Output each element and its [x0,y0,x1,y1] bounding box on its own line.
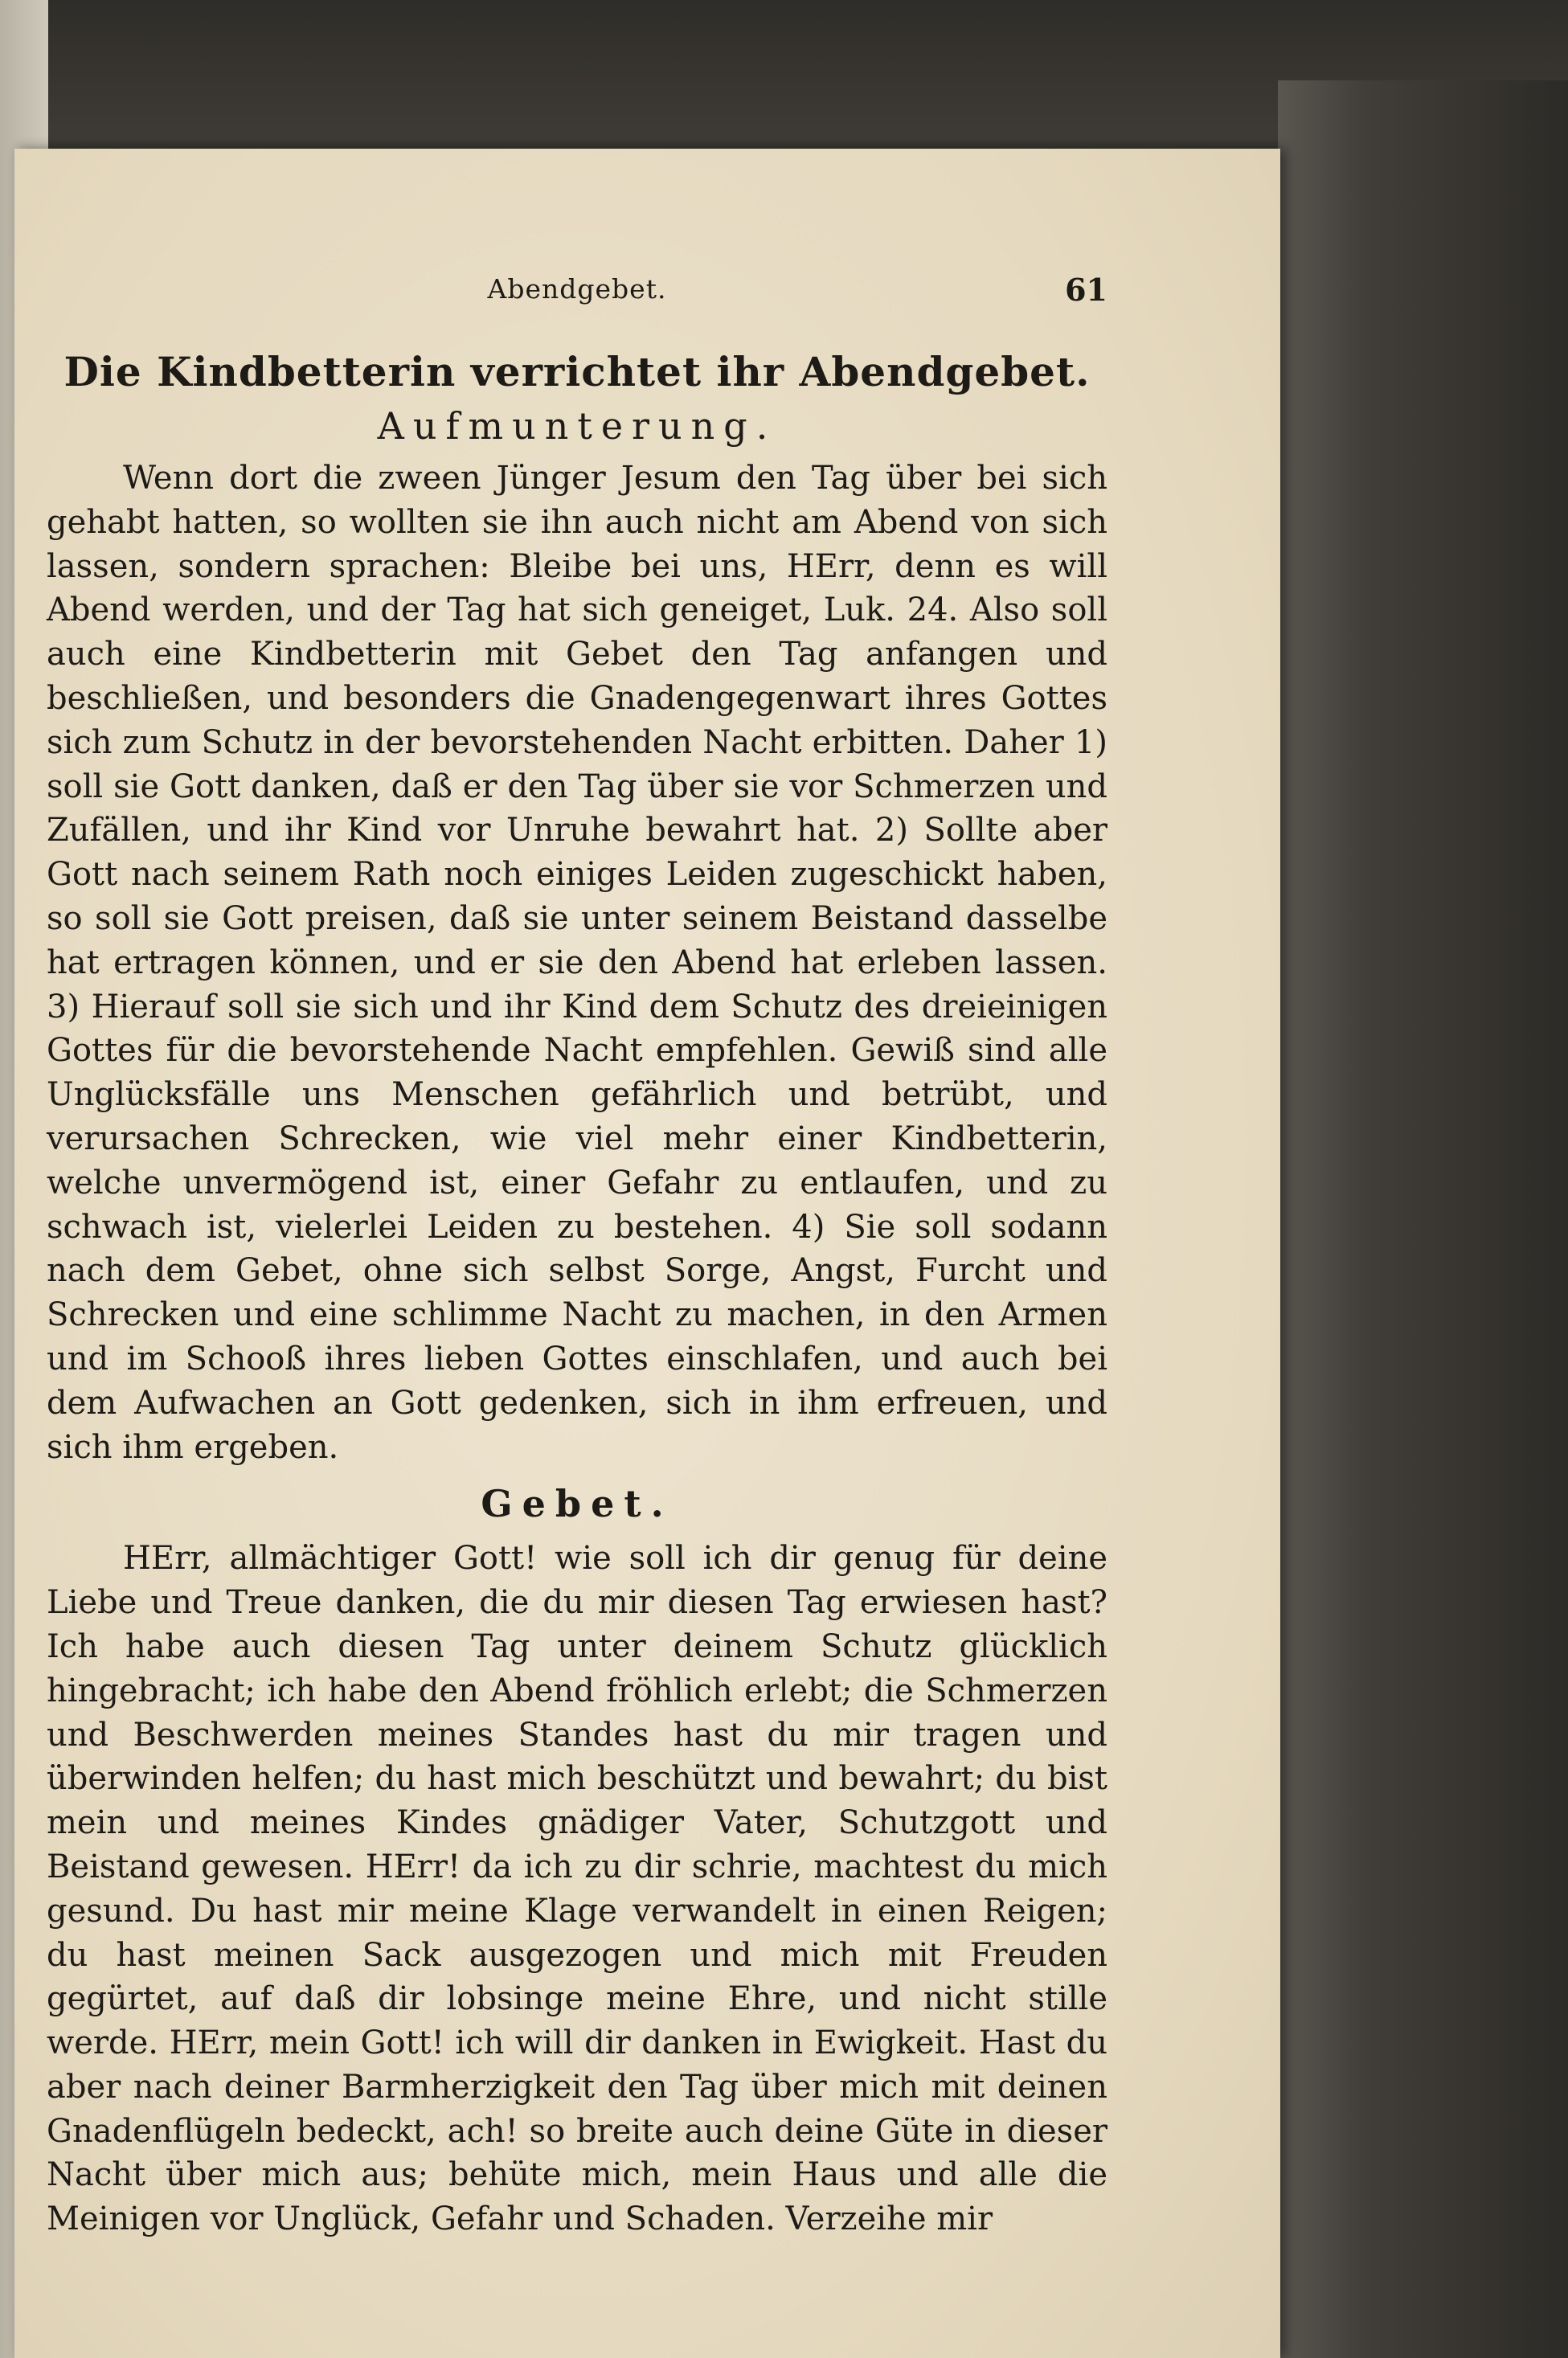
book-page [14,149,1280,2358]
running-title: Abendgebet. [487,273,667,305]
book-cover-right [1278,80,1568,2358]
aufmunterung-paragraph: Wenn dort die zween Jünger Jesum den Tag über bei sich gehabt hatten, so wollten sie ihn auch nicht am Abend von sich lassen, sondern sprachen: Bleibe bei uns, HErr, denn es will Abend werden, und der Tag hat sich geneiget, Luk. 24. Also soll auch eine Kindbetterin mit Gebet den Tag anfangen und beschließen, und besonders die Gnadengegenwart ihres Gottes sich zum Schutz in der bevorstehenden Nacht erbitten. Daher 1) soll sie Gott danken, daß er den Tag über sie vor Schmerzen und Zufällen, und ihr Kind vor Unruhe bewahrt hat. 2) Sollte aber Gott nach seinem Rath noch einiges Leiden zugeschickt haben, so soll sie Gott preisen, daß sie unter seinem Beistand dasselbe hat ertragen können, und er sie den Abend hat erleben lassen. 3) Hierauf soll sie sich und ihr Kind dem Schutz des dreieinigen Gottes für die bevorstehende Nacht empfehlen. Gewiß sind alle Unglücksfälle uns Menschen gefährlich und betrübt, und verursachen Schrecken, wie viel mehr einer Kindbetterin, welche unvermögend ist, einer Gefahr zu entlaufen, und zu schwach ist, vielerlei Leiden zu bestehen. 4) Sie soll sodann nach dem Gebet, ohne sich selbst Sorge, Angst, Furcht und Schrecken und eine schlimme Nacht zu machen, in den Armen und im Schooß ihres lieben Gottes einschlafen, und auch bei dem Aufwachen an Gott gedenken, sich in ihm erfreuen, und sich ihm ergeben. [47,460,1107,1466]
aufmunterung-heading: Aufmunterung. [377,404,777,448]
page-number: 61 [1065,272,1107,308]
gebet-paragraph: HErr, allmächtiger Gott! wie soll ich dir genug für deine Liebe und Treue danken, die du mir diesen Tag erwiesen hast? Ich habe auch diesen Tag unter deinem Schutz glücklich hingebracht; ich habe den Abend fröhlich erlebt; die Schmerzen und Beschwerden meines Standes hast du mir tragen und überwinden helfen; du hast mich beschützt und bewahrt; du bist mein und meines Kindes gnädiger Vater, Schutzgott und Beistand gewesen. HErr! da ich zu dir schrie, machtest du mich gesund. Du hast mir meine Klage verwandelt in einen Reigen; du hast meinen Sack ausgezogen und mich mit Freuden gegürtet, auf daß dir lobsinge meine Ehre, und nicht stille werde. HErr, mein Gott! ich will dir danken in Ewigkeit. Hast du aber nach deiner Barmherzigkeit den Tag über mich mit deinen Gnadenflügeln bedeckt, ach! so breite auch deine Güte in dieser Nacht über mich aus; behüte mich, mein Haus und alle die Meinigen vor Unglück, Gefahr und Schaden. Verzeihe mir [47,1540,1107,2238]
gebet-heading: Gebet. [481,1482,673,1526]
page-content [47,265,1107,2241]
chapter-title: Die Kindbetterin verrichtet ihr Abendgebet. [63,348,1091,395]
running-head [47,265,1107,330]
